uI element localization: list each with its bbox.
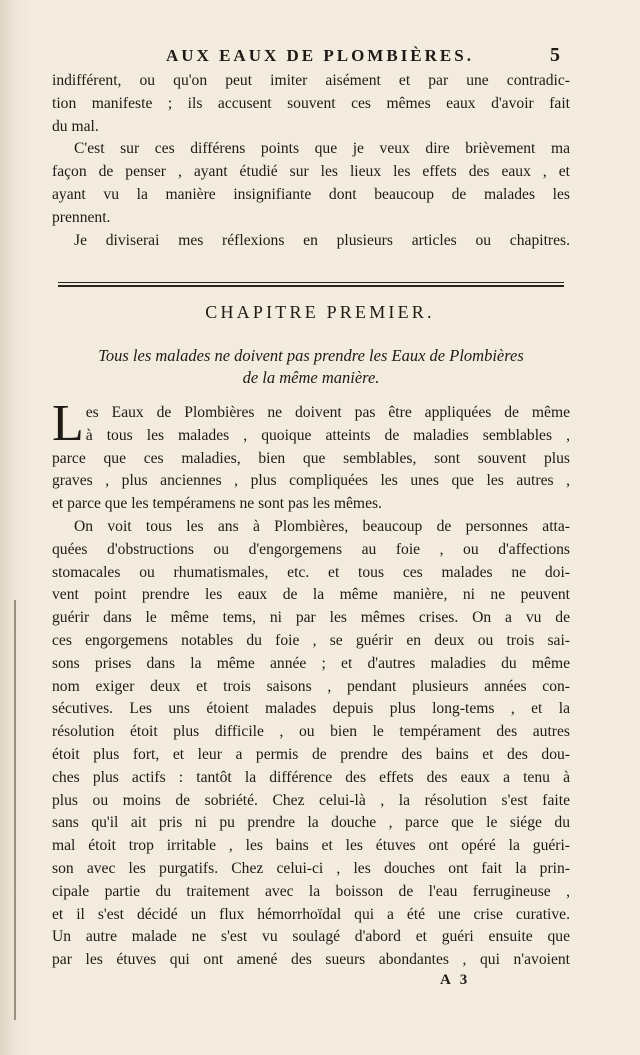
text-line: guérir dans le même tems, ni par les mêmes crises. On a vu de: [52, 609, 570, 627]
text-line: vent point prendre les eaux de la même manière, ni ne peuvent: [52, 586, 570, 604]
drop-cap: L: [52, 395, 84, 452]
text-line: ces engorgemens notables du foie , se guérir en deux ou trois sai-: [52, 631, 570, 649]
chapter-subtitle-line: Tous les malades ne doivent pas prendre les Eaux de Plombières: [98, 346, 524, 365]
text-line: et parce que les tempéramens ne sont pas les mêmes.: [52, 495, 382, 513]
text-line: et il s'est décidé un flux hémorrhoïdal qui a été une crise curative.: [52, 905, 570, 923]
text-line: résolution étoit plus difficile , ou bien le tempérament des autres: [52, 723, 570, 741]
text-line: indifférent, ou qu'on peut imiter aisément et par une contradic-: [52, 72, 570, 89]
text-line: du mal.: [52, 117, 99, 135]
chapter-subtitle: [52, 345, 570, 389]
text-line: nom exiger deux et trois saisons , pendant plusieurs années con-: [52, 677, 570, 695]
text-line: par les étuves qui ont amené des sueurs abondantes , qui n'avoient: [52, 951, 570, 969]
rule-thick-line: [58, 285, 564, 287]
rule-thin-line: [58, 282, 564, 283]
text-line: à tous les malades , quoique atteints de maladies semblables ,: [85, 426, 570, 444]
text-line: ches plus actifs : tantôt la différence des effets des eaux a tenu à: [52, 768, 570, 786]
chapter-subtitle-line: de la même manière.: [242, 368, 380, 387]
text-line: Je diviserai mes réflexions en plusieurs articles ou chapitres.: [74, 231, 570, 249]
text-line: quées d'obstructions ou d'engorgemens au foie , ou d'affections: [52, 540, 570, 558]
intro-text: [52, 70, 570, 252]
text-line: tion manifeste ; ils accusent souvent ces mêmes eaux d'avoir fait: [52, 94, 570, 112]
text-line: étoit plus fort, et leur a permis de prendre des bains et des dou-: [52, 745, 570, 763]
binding-edge: [14, 600, 16, 1020]
text-line: cipale partie du traitement avec la boisson de l'eau ferrugineuse ,: [52, 882, 570, 900]
printer-signature-mark: A 3: [440, 972, 471, 988]
text-line: Un autre malade ne s'est vu soulagé d'abord et guéri ensuite que: [52, 928, 570, 946]
running-head: AUX EAUX DE PLOMBIÈRES.: [166, 46, 474, 65]
text-line: son avec les purgatifs. Chez celui-ci , les douches ont fait la prin-: [52, 859, 570, 877]
text-line: façon de penser , ayant étudié sur les lieux les effets des eaux , et: [52, 163, 570, 181]
text-line: sécutives. Les uns étoient malades depuis plus long-tems , et la: [52, 700, 570, 718]
text-line: On voit tous les ans à Plombières, beaucoup de personnes atta-: [74, 517, 570, 535]
text-line: C'est sur ces différens points que je veux dire brièvement ma: [74, 140, 570, 158]
text-line: prennent.: [52, 208, 111, 226]
text-line: stomacales ou rhumatismales, etc. et tous ces malades ne doi-: [52, 563, 570, 581]
chapter-title: CHAPITRE PREMIER.: [205, 302, 435, 322]
text-line: mal étoit trop irritable , les bains et les étuves ont opéré la guéri-: [52, 837, 570, 855]
page-number: 5: [550, 44, 560, 66]
text-line: ayant vu la manière insignifiante dont beaucoup de malades les: [52, 185, 570, 203]
text-line: es Eaux de Plombières ne doivent pas être appliquées de même: [85, 404, 570, 421]
text-line: sons prises dans la même année ; et d'autres maladies du même: [52, 654, 570, 672]
text-line: plus ou moins de sobriété. Chez celui-là , la résolution s'est faite: [52, 791, 570, 809]
chapter-body-text: [52, 395, 570, 972]
section-divider-rule: [58, 282, 564, 288]
text-line: graves , plus anciennes , plus compliquées les unes que les autres ,: [52, 472, 570, 490]
text-line: parce que ces maladies, bien que semblables, sont souvent plus: [52, 449, 570, 467]
text-line: sans qu'il ait pris ni pu prendre la douche , parce que le siége du: [52, 814, 570, 832]
